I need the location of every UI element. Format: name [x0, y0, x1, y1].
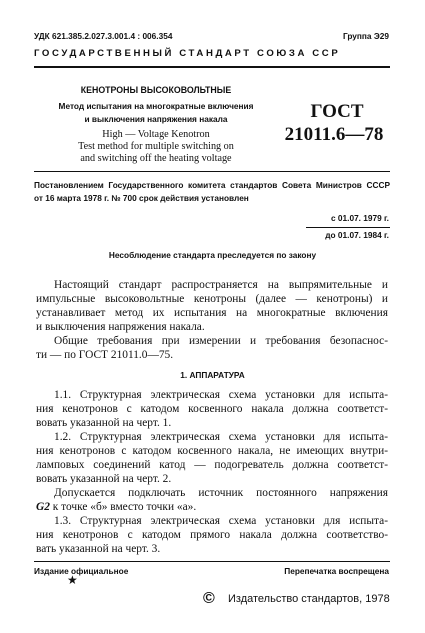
p12-line: ламповых соединений катод — подогреватель должна соответст- [36, 459, 388, 471]
valid-from: с 01.07. 1979 г. [331, 213, 389, 223]
footer-rule [34, 561, 390, 562]
p12-line: 1.2. Структурная электрическая схема установки для испыта- [54, 431, 388, 443]
general-line: Общие требования при измерении и требования безопаснос- [54, 335, 388, 347]
intro-line: импульсные высоковольтные кенотроны (далее — кенотроны) и [36, 293, 388, 305]
intro-line: Настоящий стандарт распространяется на выпрямительные и [54, 279, 388, 291]
group-code: Группа Э29 [342, 31, 389, 41]
allow-line2-text: к точке «б» вместо точки «а». [49, 501, 197, 513]
reprint-prohibited: Перепечатка воспрещена [284, 566, 389, 576]
standard-org: ГОСУДАРСТВЕННЫЙ СТАНДАРТ СОЮЗА ССР [34, 48, 341, 59]
header-rule [34, 66, 390, 68]
udc-code: УДК 621.385.2.027.3.001.4 : 006.354 [34, 31, 173, 41]
gost-label: ГОСТ [310, 101, 364, 122]
title-en-line3: and switching off the heating voltage [80, 153, 232, 164]
title-en-line2: Test method for multiple switching on [78, 141, 234, 152]
valid-to: до 01.07. 1984 г. [325, 230, 389, 240]
intro-line: устанавливает метод их испытания на многократные включения [36, 307, 388, 319]
p12-line: вовать указанной на черт. 2. [36, 473, 172, 485]
gost-number: 21011.6—78 [284, 124, 384, 145]
decree-line1: Постановлением Государственного комитета стандартов Совета Министров СССР [34, 180, 390, 190]
copyright-icon: © [203, 590, 215, 607]
intro-line: и выключения напряжения накала. [36, 321, 205, 333]
title-rule [34, 171, 390, 172]
p12-line: ния кенотронов с катодом косвенного накала, не имеющих внутри- [36, 445, 388, 457]
g2-symbol: G2 [36, 501, 50, 513]
subtitle-ru-line2: и выключения напряжения накала [84, 114, 228, 124]
p13-line: 1.3. Структурная электрическая схема установки для испыта- [54, 515, 388, 527]
p11-line: 1.1. Структурная электрическая схема установки для испыта- [54, 389, 388, 401]
title-ru: КЕНОТРОНЫ ВЫСОКОВОЛЬТНЫЕ [80, 85, 232, 95]
allow-line2 [36, 501, 196, 515]
publisher: Издательство стандартов, 1978 [228, 593, 390, 605]
title-en-line1: High — Voltage Kenotron [102, 129, 210, 140]
valid-divider [306, 227, 390, 228]
subtitle-ru-line1: Метод испытания на многократные включения [58, 101, 254, 111]
general-line: ти — по ГОСТ 21011.0—75. [36, 349, 174, 361]
p13-line: ния кенотронов с катодом прямого накала должна соответство- [36, 529, 388, 541]
allow-line: Допускается подключать источник постоянного напряжения [54, 487, 388, 499]
official-edition: Издание официальное [34, 566, 129, 576]
star-icon: ★ [67, 573, 78, 587]
section-title: 1. АППАРАТУРА [180, 370, 245, 380]
p13-line: вать указанной на черт. 3. [36, 543, 161, 555]
p11-line: ния кенотронов с катодом косвенного накала должна соответст- [36, 403, 388, 415]
decree-line2: от 16 марта 1978 г. № 700 срок действия установлен [34, 193, 249, 203]
penalty-notice: Несоблюдение стандарта преследуется по закону [108, 250, 317, 260]
p11-line: вовать указанной на черт. 1. [36, 417, 172, 429]
